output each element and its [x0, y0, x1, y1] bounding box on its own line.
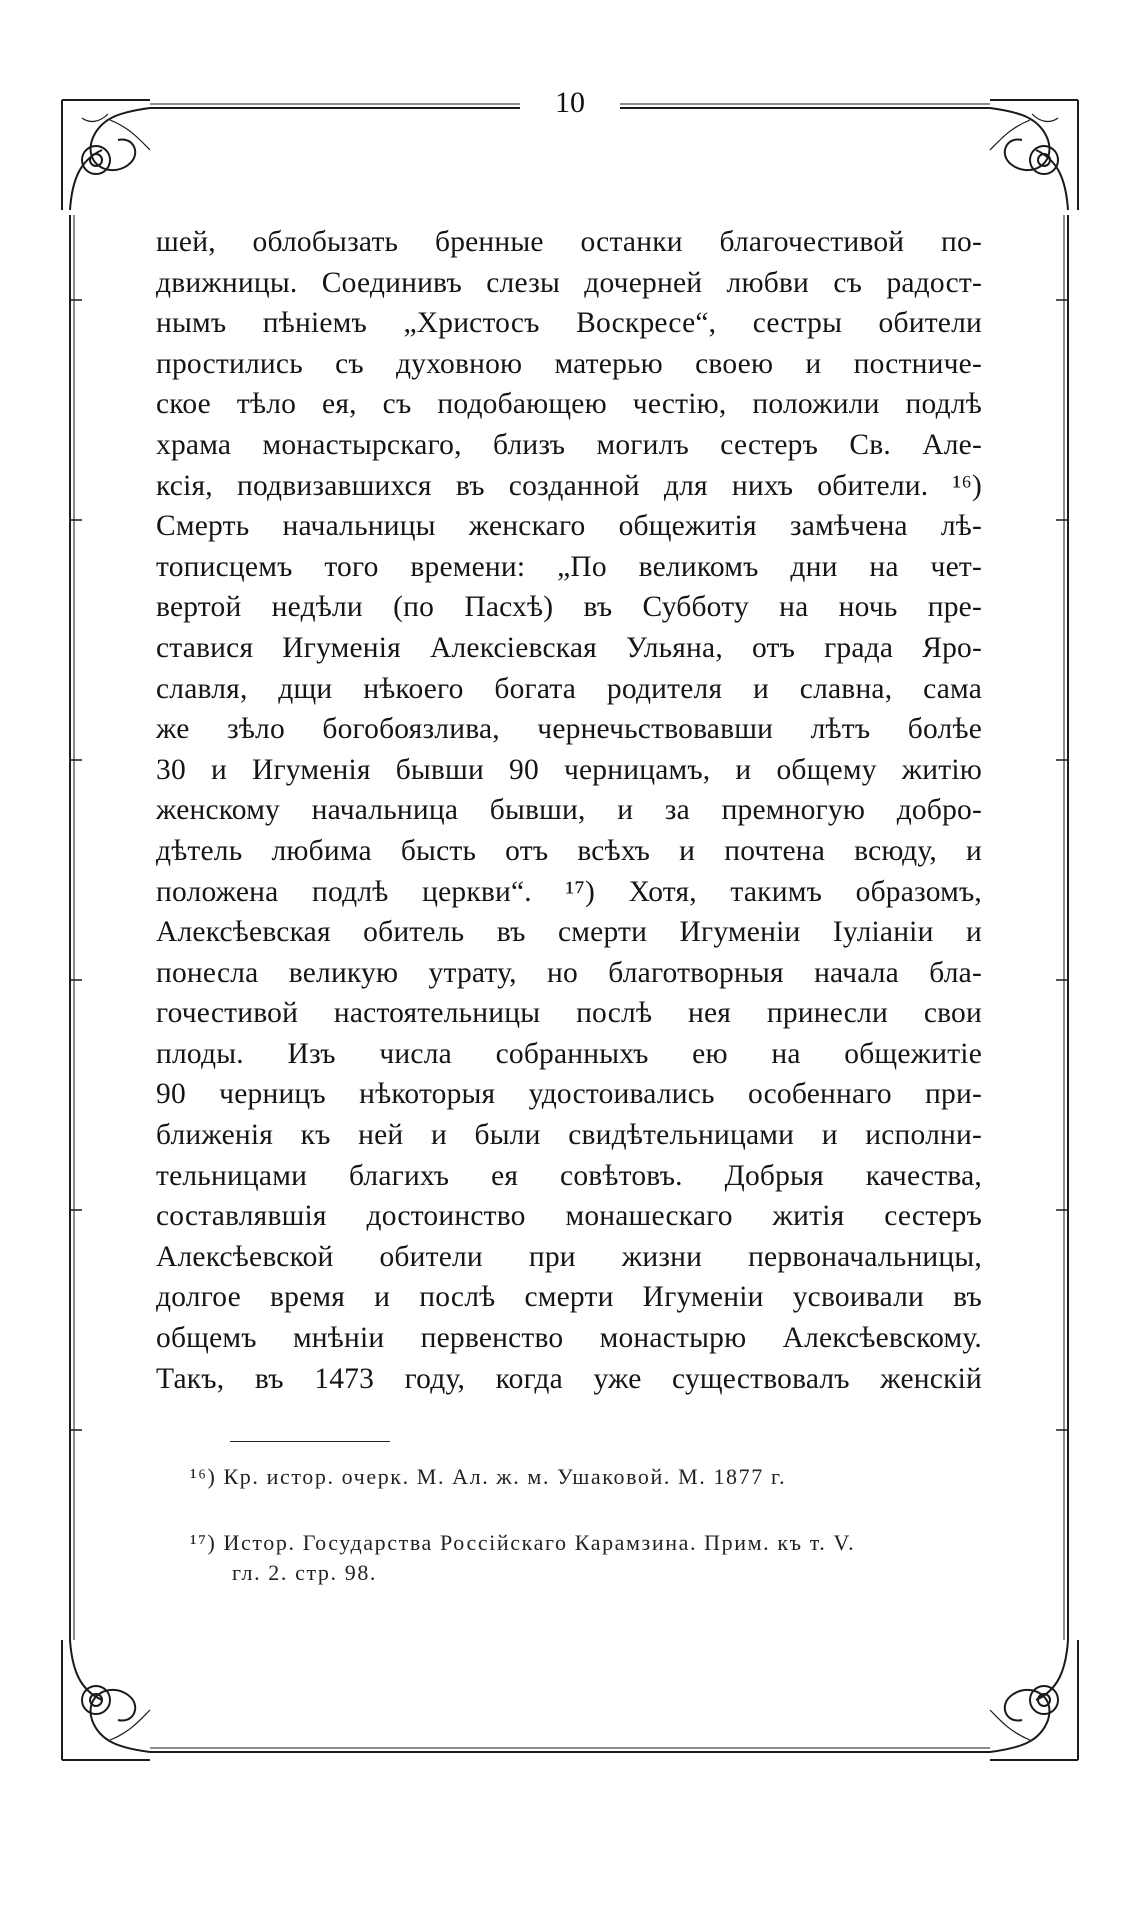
text-line: храма монастырскаго, близъ могилъ сестеръ Св. Але-: [156, 428, 982, 461]
text-line: составлявшія достоинство монашескаго житія сестеръ: [156, 1200, 982, 1233]
text-line: дѣтель любима бысть отъ всѣхъ и почтена всюду, и: [156, 834, 982, 867]
text-line: нымъ пѣніемъ „Христосъ Воскресе“, сестры обители: [156, 307, 982, 340]
text-line: общемъ мнѣніи первенство монастырю Алексѣевскому.: [156, 1322, 982, 1355]
footnote-16: [190, 1462, 980, 1492]
text-line: тописцемъ того времени: „По великомъ дни на чет-: [156, 550, 982, 583]
text-line: долгое время и послѣ смерти Игуменіи усвоивали въ: [156, 1281, 982, 1314]
main-text: [156, 222, 982, 1399]
footnote-text: Истор. Государства Россійскаго Карамзина. Прим. къ т. V.: [223, 1530, 856, 1555]
text-line: простились съ духовною матерью своею и постниче-: [156, 347, 982, 380]
text-line: движницы. Соединивъ слезы дочерней любви съ радост-: [156, 266, 982, 299]
footnote-continuation: гл. 2. стр. 98.: [232, 1560, 378, 1585]
text-line: же зѣло богобоязлива, чернечьствовавши лѣтъ болѣе: [156, 713, 982, 746]
text-line: вертой недѣли (по Пасхѣ) въ Субботу на ночь пре-: [156, 591, 982, 624]
text-line: 30 и Игуменія бывши 90 черницамъ, и общему житію: [156, 753, 982, 786]
text-line: Алексѣевской обители при жизни первоначальницы,: [156, 1240, 982, 1273]
text-line: 90 черницъ нѣкоторыя удостоивались особеннаго при-: [156, 1078, 982, 1111]
page-number: 10: [540, 88, 600, 118]
footnote-17: [190, 1528, 980, 1588]
text-line: гочестивой настоятельницы послѣ нея принесли свои: [156, 997, 982, 1030]
text-line: ставися Игуменія Алексіевская Ульяна, отъ града Яро-: [156, 631, 982, 664]
footnote-mark: ¹⁷): [190, 1530, 217, 1555]
text-line: ское тѣло ея, съ подобающею честію, положили подлѣ: [156, 388, 982, 421]
text-line: ближенія къ ней и были свидѣтельницами и исполни-: [156, 1119, 982, 1152]
text-line: Алексѣевская обитель въ смерти Игуменіи Іуліаніи и: [156, 916, 982, 949]
footnote-mark: ¹⁶): [190, 1464, 217, 1489]
text-line: ксія, подвизавшихся въ созданной для нихъ обители. ¹⁶): [156, 469, 982, 502]
text-line: женскому начальница бывши, и за премногую добро-: [156, 794, 982, 827]
footnote-separator: [230, 1441, 390, 1442]
text-line: плоды. Изъ числа собранныхъ ею на общежитіе: [156, 1037, 982, 1070]
text-line: положена подлѣ церкви“. ¹⁷) Хотя, такимъ образомъ,: [156, 875, 982, 908]
text-line: Такъ, въ 1473 году, когда уже существовалъ женскій: [156, 1362, 982, 1395]
text-line: Смерть начальницы женскаго общежитія замѣчена лѣ-: [156, 510, 982, 543]
text-line: славля, дщи нѣкоего богата родителя и славна, сама: [156, 672, 982, 705]
text-line: тельницами благихъ ея совѣтовъ. Добрыя качества,: [156, 1159, 982, 1192]
text-line: шей, облобызать бренные останки благочестивой по-: [156, 226, 982, 258]
text-line: понесла великую утрату, но благотворныя начала бла-: [156, 956, 982, 989]
footnotes: [190, 1462, 980, 1588]
footnote-text: Кр. истор. очерк. М. Ал. ж. м. Ушаковой. М. 1877 г.: [223, 1464, 787, 1489]
